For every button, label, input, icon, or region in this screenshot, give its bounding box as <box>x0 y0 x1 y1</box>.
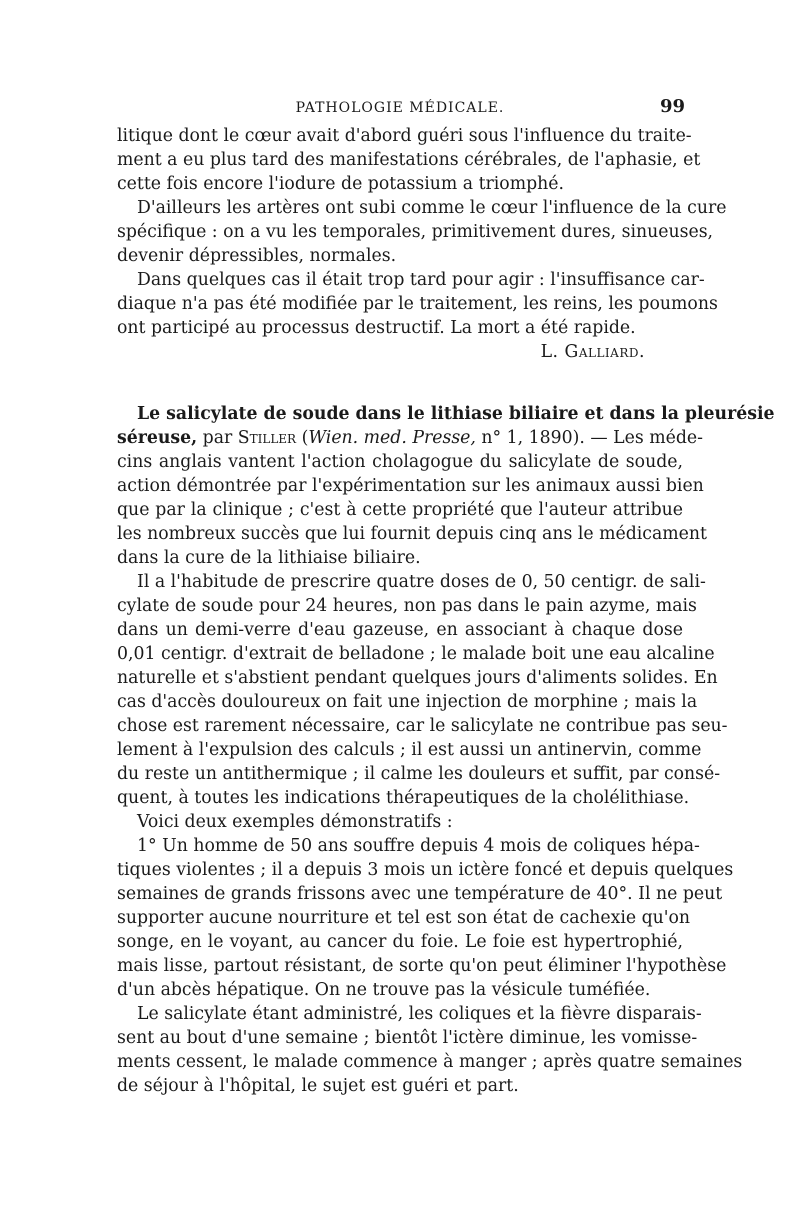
text-line: 1° Un homme de 50 ans souffre depuis 4 mois de coliques hépa- <box>137 836 700 856</box>
text-line: Voici deux exemples démonstratifs : <box>137 812 453 832</box>
running-head <box>115 96 685 118</box>
text-line: dans la cure de la lithiaise biliaire. <box>117 548 421 568</box>
text-line: Dans quelques cas il était trop tard pour agir : l'insuffisance car- <box>137 270 705 290</box>
text-line: cins anglais vantent l'action cholagogue du salicylate de soude, <box>117 452 683 472</box>
text-line: cylate de soude pour 24 heures, non pas dans le pain azyme, mais <box>117 596 697 616</box>
article-title: Le salicylate de soude dans le lithiase biliaire et dans la pleurésie <box>137 404 775 424</box>
text-line: ments cessent, le malade commence à manger ; après quatre semaines <box>117 1052 743 1072</box>
source-rest: n° 1, 1890). — Les méde- <box>475 428 703 448</box>
text-line: de séjour à l'hôpital, le sujet est guéri et part. <box>117 1076 519 1096</box>
text-line: diaque n'a pas été modifiée par le traitement, les reins, les poumons <box>117 294 718 314</box>
article-title-end: séreuse, <box>117 428 198 448</box>
text-line: d'un abcès hépatique. On ne trouve pas la vésicule tuméfiée. <box>117 980 651 1000</box>
text-line: action démontrée par l'expérimentation sur les animaux aussi bien <box>117 476 704 496</box>
text-line: cette fois encore l'iodure de potassium a triomphé. <box>117 174 565 194</box>
body-text <box>117 124 775 1098</box>
source-open: ( <box>296 428 309 448</box>
running-title: PATHOLOGIE MÉDICALE. <box>295 100 505 116</box>
text-line: devenir dépressibles, normales. <box>117 246 397 266</box>
text-line: chose est rarement nécessaire, car le salicylate ne contribue pas seu- <box>117 716 728 736</box>
text-line: Le salicylate étant administré, les coliques et la fièvre disparais- <box>137 1004 702 1024</box>
text-line: Il a l'habitude de prescrire quatre doses de 0, 50 centigr. de sali- <box>137 572 706 592</box>
text-line: ont participé au processus destructif. La mort a été rapide. <box>117 318 636 338</box>
text-line: cas d'accès douloureux on fait une injection de morphine ; mais la <box>117 692 698 712</box>
text-line: du reste un antithermique ; il calme les douleurs et suffit, par consé- <box>117 764 721 784</box>
text-line: tiques violentes ; il a depuis 3 mois un ictère foncé et depuis quelques <box>117 860 734 880</box>
text-line: D'ailleurs les artères ont subi comme le cœur l'influence de la cure <box>137 198 727 218</box>
author-signature: L. Galliard. <box>540 342 645 362</box>
journal-name: Wien. med. Presse, <box>308 428 476 448</box>
text-line: semaines de grands frissons avec une température de 40°. Il ne peut <box>117 884 723 904</box>
text-line: mais lisse, partout résistant, de sorte qu'on peut éliminer l'hypothèse <box>117 956 727 976</box>
text-line: que par la clinique ; c'est à cette propriété que l'auteur attribue <box>117 500 683 520</box>
text-line: dans un demi-verre d'eau gazeuse, en associant à chaque dose <box>117 620 683 640</box>
page-number: 99 <box>659 96 685 117</box>
text-line: supporter aucune nourriture et tel est son état de cachexie qu'on <box>117 908 691 928</box>
article-author: Stiller <box>237 428 297 448</box>
text-line: 0,01 centigr. d'extrait de belladone ; le malade boit une eau alcaline <box>117 644 715 664</box>
article-title-continued <box>117 426 703 450</box>
text-line: les nombreux succès que lui fournit depuis cinq ans le médicament <box>117 524 707 544</box>
text-line: quent, à toutes les indications thérapeutiques de la cholélithiase. <box>117 788 690 808</box>
section-gap <box>117 364 683 402</box>
text-line: naturelle et s'abstient pendant quelques jours d'aliments solides. En <box>117 668 718 688</box>
text-line: ment a eu plus tard des manifestations cérébrales, de l'aphasie, et <box>117 150 701 170</box>
text-line: spécifique : on a vu les temporales, primitivement dures, sinueuses, <box>117 222 714 242</box>
text-line: litique dont le cœur avait d'abord guéri sous l'influence du traite- <box>117 126 692 146</box>
by-word: par <box>197 428 238 448</box>
text-line: lement à l'expulsion des calculs ; il est aussi un antinervin, comme <box>117 740 702 760</box>
text-line: sent au bout d'une semaine ; bientôt l'ictère diminue, les vomisse- <box>117 1028 698 1048</box>
text-line: songe, en le voyant, au cancer du foie. Le foie est hypertrophié, <box>117 932 683 952</box>
